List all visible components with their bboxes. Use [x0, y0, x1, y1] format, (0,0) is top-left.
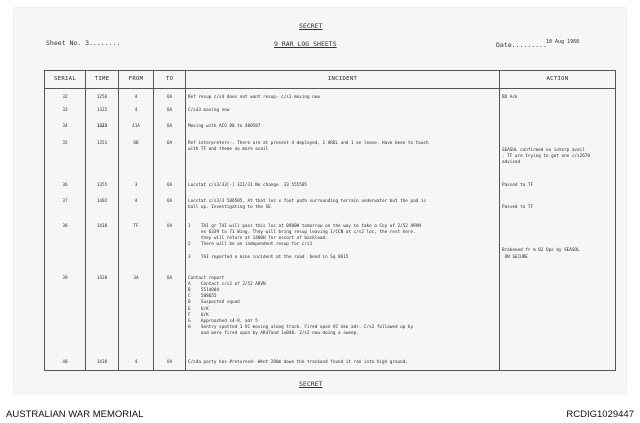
- cell-incident: Moving with ACO 80 to 480587: [186, 119, 500, 136]
- cell-time: 1420: [86, 271, 119, 356]
- page-title: 9 RAR LOG SHEETS: [274, 40, 337, 48]
- cell-action: [500, 271, 616, 356]
- cell-from: 3: [119, 178, 154, 194]
- cell-time: 1430: [86, 356, 119, 371]
- cell-incident: Contact report A Contact c/s2 of 2/52 ARVN B 5514004 C 588655 D Suspected squad E U/K F U/K G Approached s4-9, adr 5 H Sentry spotted 1 VC moving along track. Fired upon VC nko adr. C/s2 followed up by and were fired upon by AK47and 1xB40. 2/s2 now doing a sweep.: [186, 271, 500, 356]
- column-header-time: TIME: [86, 71, 119, 89]
- column-header-to: TO: [154, 71, 186, 89]
- cell-action: BD Ack: [500, 89, 616, 103]
- cell-from: OB: [119, 136, 154, 178]
- cell-serial: 32: [45, 89, 86, 103]
- cell-to: OA: [154, 194, 186, 219]
- cell-from: TF: [119, 219, 154, 271]
- cell-to: OA: [154, 119, 186, 136]
- cell-action: Brakened fr m 02 Ops by SEASOL ON SECURE: [500, 219, 616, 271]
- cell-time: 1355: [86, 178, 119, 194]
- cell-incident: Ref resup c/s4 does not want resup- c/s1 moving now: [186, 89, 500, 103]
- column-header-action: ACTION: [500, 71, 616, 89]
- cell-to: OA: [154, 356, 186, 371]
- cell-action: [500, 356, 616, 371]
- cell-from: 4: [119, 194, 154, 219]
- table-row: [45, 271, 616, 356]
- cell-serial: 36: [45, 178, 86, 194]
- table-row: [45, 119, 616, 136]
- cell-action: Passed to TF: [500, 178, 616, 194]
- cell-serial: 33: [45, 103, 86, 119]
- log-table: [44, 70, 616, 371]
- date-value: 10 Aug 1968: [546, 39, 580, 45]
- cell-time: 1410: [86, 219, 119, 271]
- cell-time: 1323: [86, 119, 119, 136]
- table-row: [45, 219, 616, 271]
- table-row: [45, 89, 616, 103]
- cell-incident: Ref interpreters-. There are at present 4 deployed, 1 ARDL and 1 on leave. Have been to touch with TF and theme no more avail: [186, 136, 500, 178]
- classification-bottom: SECRET: [299, 380, 323, 388]
- cell-from: 41A: [119, 119, 154, 136]
- cell-incident: Locstat c/s3/33[-] 321/31 No change 33 555505: [186, 178, 500, 194]
- table-row: [45, 136, 616, 178]
- date-label: Date.........: [496, 41, 547, 49]
- cell-serial: 38: [45, 219, 86, 271]
- cell-from: 4: [119, 89, 154, 103]
- cell-serial: 35: [45, 136, 86, 178]
- cell-serial: 34: [45, 119, 86, 136]
- cell-to: OA: [154, 178, 186, 194]
- cell-to: OA: [154, 271, 186, 356]
- cell-from: 3A: [119, 271, 154, 356]
- cell-action: Passed to TF: [500, 194, 616, 219]
- table-row: [45, 356, 616, 371]
- classification-top: SECRET: [299, 22, 323, 30]
- cell-to: OA: [154, 103, 186, 119]
- cell-serial: 37: [45, 194, 86, 219]
- cell-from: 4: [119, 103, 154, 119]
- log-sheet-page: [14, 8, 626, 393]
- cell-to: OA: [154, 219, 186, 271]
- cell-time: 1402: [86, 194, 119, 219]
- table-header-row: [45, 71, 616, 89]
- column-header-serial: SERIAL: [45, 71, 86, 89]
- cell-time: 1351: [86, 136, 119, 178]
- record-id: RCDIG1029447: [566, 409, 634, 420]
- table-row: [45, 103, 616, 119]
- cell-to: OA: [154, 136, 186, 178]
- cell-incident: Locstat c/s3/3 586505, At that loc x foot path surrounding terrain underwater but the pad is ball up. Investigating to the SE: [186, 194, 500, 219]
- cell-action: SEASUL confirmed no interp avail . TF are trying to get one c/s2670 advised: [500, 136, 616, 178]
- cell-time: 1256: [86, 89, 119, 103]
- cell-action: [500, 103, 616, 119]
- sheet-number: Sheet No. 3........: [46, 39, 121, 47]
- table-row: [45, 194, 616, 219]
- cell-serial: 39: [45, 271, 86, 356]
- cell-incident: C/s43 moving now: [186, 103, 500, 119]
- column-header-incident: INCIDENT: [186, 71, 500, 89]
- cell-time: 1322: [86, 103, 119, 119]
- cell-incident: C/s4a party has #returned- Went 200m down the trackand found it ran into high ground.: [186, 356, 500, 371]
- cell-incident: 1 TAI gr TAI will pass this loc at 0900H tomorrow on the way to take a Coy of 2/52 ARVN ex 6339 to 71 Wing. They will bring resup leaving 1/CCN at c/s2 loc, the rest here. they will return at 1400H for escort of backload. 2 There will be an independent resup for c/s1 3 TAI reported a mine incident at the road bend in Sq 8615: [186, 219, 500, 271]
- cell-to: OA: [154, 89, 186, 103]
- institution-credit: AUSTRALIAN WAR MEMORIAL: [6, 409, 144, 420]
- cell-serial: 40: [45, 356, 86, 371]
- cell-from: 4: [119, 356, 154, 371]
- column-header-from: FROM: [119, 71, 154, 89]
- cell-action: [500, 119, 616, 136]
- table-row: [45, 178, 616, 194]
